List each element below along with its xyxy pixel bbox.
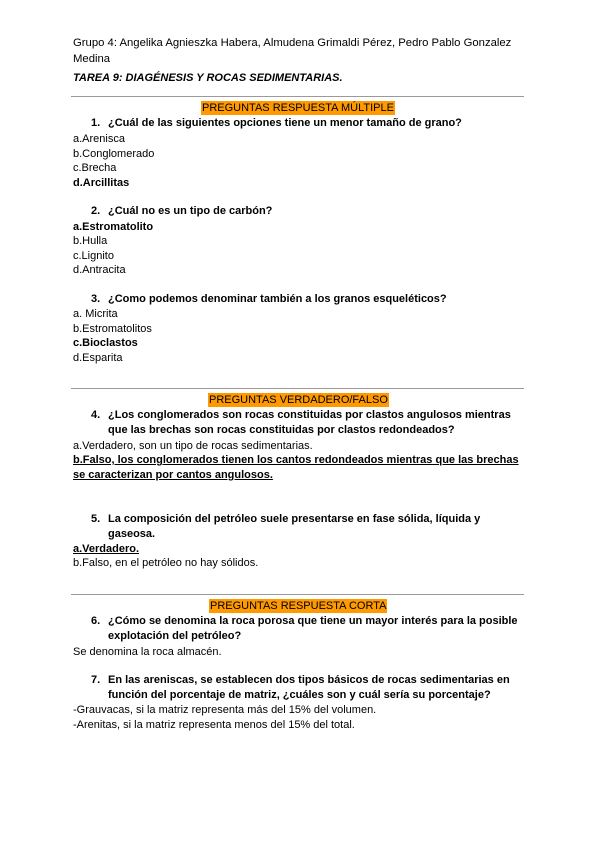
authors-line: Grupo 4: Angelika Agnieszka Habera, Almudena Grimaldi Pérez, Pedro Pablo Gonzalez Medina [73,37,512,65]
question-text: En las areniscas, se establecen dos tipos básicos de rocas sedimentarias en función del porcentaje de matriz, ¿cuáles son y cuál sería su porcentaje? [108,674,510,701]
question-text: ¿Como podemos denominar también a los granos esqueléticos? [108,293,447,305]
question-text: ¿Los conglomerados son rocas constituidas por clastos angulosos mientras que las brechas son rocas constituidas por clastos redondeados? [108,409,511,436]
section-divider [71,594,524,595]
question-text: La composición del petróleo suele presentarse en fase sólida, líquida y gaseosa. [108,513,481,540]
question-2 [91,204,531,220]
section-heading-short: PREGUNTAS RESPUESTA CORTA [210,600,387,612]
option-a: a. Micrita [73,308,118,320]
option-c-correct: c.Bioclastos [73,337,138,349]
option-b: b.Conglomerado [73,148,155,160]
question-3 [91,292,531,308]
question-4 [91,408,531,438]
option-a-correct: a.Estromatolito [73,221,154,233]
question-text: ¿Cuál no es un tipo de carbón? [108,205,273,217]
option-b: b.Hulla [73,235,108,247]
question-number: 6. [91,615,101,627]
option-d: d.Esparita [73,352,123,364]
question-number: 2. [91,205,101,217]
question-7 [91,673,531,703]
section-heading-truefalse: PREGUNTAS VERDADERO/FALSO [209,394,388,406]
question-number: 5. [91,513,101,525]
question-text: ¿Cuál de las siguientes opciones tiene un menor tamaño de grano? [108,117,462,129]
task-title: TAREA 9: DIAGÉNESIS Y ROCAS SEDIMENTARIAS. [73,72,343,84]
section-divider [71,388,524,389]
option-b: b.Estromatolitos [73,323,152,335]
answer-7-grauvacas: -Grauvacas, si la matriz representa más del 15% del volumen. [73,704,377,716]
question-6 [91,614,531,644]
option-d-correct: d.Arcillitas [73,177,130,189]
question-5 [91,512,531,542]
question-1 [91,116,531,132]
question-number: 7. [91,674,101,686]
answer-6: Se denomina la roca almacén. [73,646,222,658]
question-number: 4. [91,409,101,421]
option-b-correct: b.Falso, los conglomerados tienen los cantos redondeados mientras que las brechas se caracterizan por cantos angulosos. [73,454,519,481]
option-c: c.Brecha [73,162,117,174]
option-a: a.Verdadero, son un tipo de rocas sedimentarias. [73,440,313,452]
option-d: d.Antracita [73,264,126,276]
question-number: 1. [91,117,101,129]
option-b: b.Falso, en el petróleo no hay sólidos. [73,557,259,569]
question-text: ¿Cómo se denomina la roca porosa que tiene un mayor interés para la posible explotación del petróleo? [108,615,518,642]
option-a: a.Arenisca [73,133,125,145]
answer-7-arenitas: -Arenitas, si la matriz representa menos del 15% del total. [73,719,355,731]
option-c: c.Lignito [73,250,114,262]
section-divider [71,96,524,97]
question-number: 3. [91,293,101,305]
section-heading-multiple: PREGUNTAS RESPUESTA MÚLTIPLE [202,102,394,114]
option-a-correct: a.Verdadero. [73,543,140,555]
